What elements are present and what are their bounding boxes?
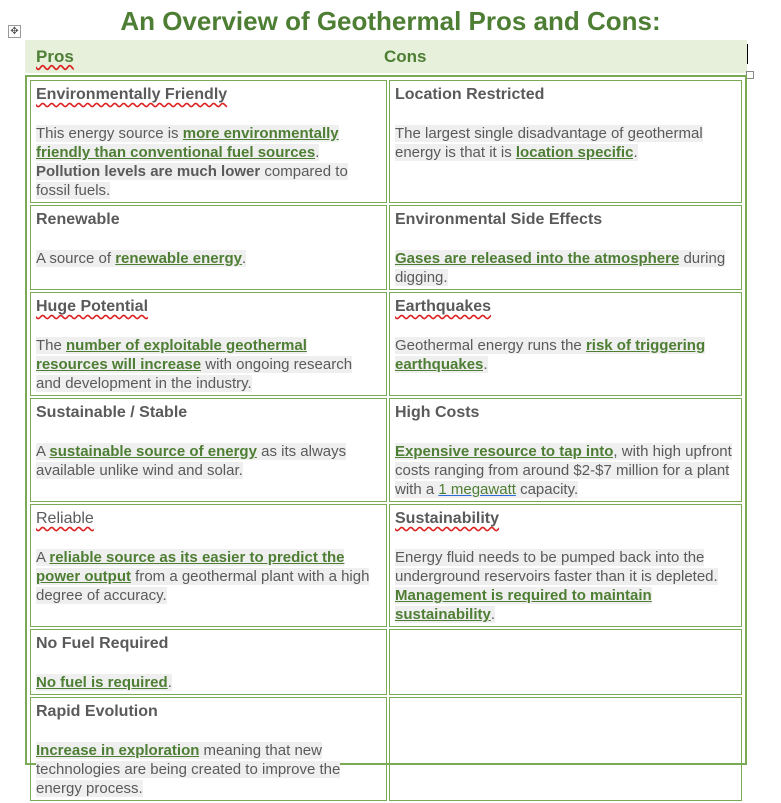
con-text: The largest single disadvantage of geothermal energy is that it is location specific.: [395, 125, 703, 161]
pro-text: Increase in exploration meaning that new technologies are being created to improve the energy process.: [36, 742, 341, 797]
con-text: Geothermal energy runs the risk of triggering earthquakes.: [395, 337, 706, 373]
con-text: Expensive resource to tap into, with high upfront costs ranging from around $2-$7 million for a plant with a 1 megawatt capacity.: [395, 443, 732, 498]
pro-heading: No Fuel Required: [36, 635, 169, 652]
pro-text: A sustainable source of energy as its always available unlike wind and solar.: [36, 443, 347, 479]
pro-cell[interactable]: [30, 80, 387, 203]
table-row: [30, 80, 742, 203]
cons-column-header: Cons: [384, 46, 427, 66]
pros-column-header: Pros: [36, 46, 74, 66]
con-heading: High Costs: [395, 404, 480, 421]
table-row: [30, 292, 742, 396]
pro-heading: Environmentally Friendly: [36, 86, 228, 103]
table-row: [30, 629, 742, 695]
pro-cell[interactable]: [30, 697, 387, 801]
table-header-row: [25, 40, 747, 73]
pro-cell[interactable]: [30, 205, 387, 290]
pro-cell[interactable]: [30, 292, 387, 396]
con-cell[interactable]: [389, 80, 742, 203]
con-text: Gases are released into the atmosphere during digging.: [395, 250, 726, 286]
text-cursor: [747, 44, 748, 64]
pro-cell[interactable]: [30, 629, 387, 695]
con-cell[interactable]: [389, 292, 742, 396]
table-row: [30, 504, 742, 627]
con-cell[interactable]: [389, 398, 742, 502]
pro-heading: Reliable: [36, 510, 94, 527]
pro-heading: Renewable: [36, 211, 120, 228]
table-resize-handle[interactable]: [746, 71, 754, 79]
pro-text: A source of renewable energy.: [36, 250, 247, 267]
page-title: An Overview of Geothermal Pros and Cons:: [120, 6, 661, 36]
pro-cell[interactable]: [30, 504, 387, 627]
pros-cons-table: [25, 75, 747, 797]
pro-text: No fuel is required.: [36, 674, 172, 691]
pro-text: The number of exploitable geothermal resources will increase with ongoing research and development in the industry.: [36, 337, 353, 392]
con-heading: Location Restricted: [395, 86, 545, 103]
table-row: [30, 205, 742, 290]
table-row: [30, 398, 742, 502]
megawatt-link[interactable]: 1 megawatt: [438, 481, 516, 498]
con-heading: Environmental Side Effects: [395, 211, 603, 228]
pro-cell[interactable]: [30, 398, 387, 502]
empty-con-cell[interactable]: [389, 629, 742, 695]
con-cell[interactable]: [389, 205, 742, 290]
con-cell[interactable]: [389, 504, 742, 627]
pro-text: A reliable source as its easier to predict the power output from a geothermal plant with a high degree of accuracy.: [36, 549, 370, 604]
table-move-handle-icon[interactable]: ✥: [8, 25, 21, 38]
pro-text: This energy source is more environmentally friendly than conventional fuel sources. Pollution levels are much lower compared to fossil fuels.: [36, 125, 348, 199]
con-heading: Sustainability: [395, 510, 500, 527]
pro-heading: Sustainable / Stable: [36, 404, 188, 421]
pro-heading: Rapid Evolution: [36, 703, 158, 720]
pro-heading: Huge Potential: [36, 298, 149, 315]
empty-con-cell[interactable]: [389, 697, 742, 801]
table-row: [30, 697, 742, 801]
con-heading: Earthquakes: [395, 298, 492, 315]
con-text: Energy fluid needs to be pumped back into the underground reservoirs faster than it is depleted. Management is required to maintain sustainability.: [395, 549, 718, 623]
